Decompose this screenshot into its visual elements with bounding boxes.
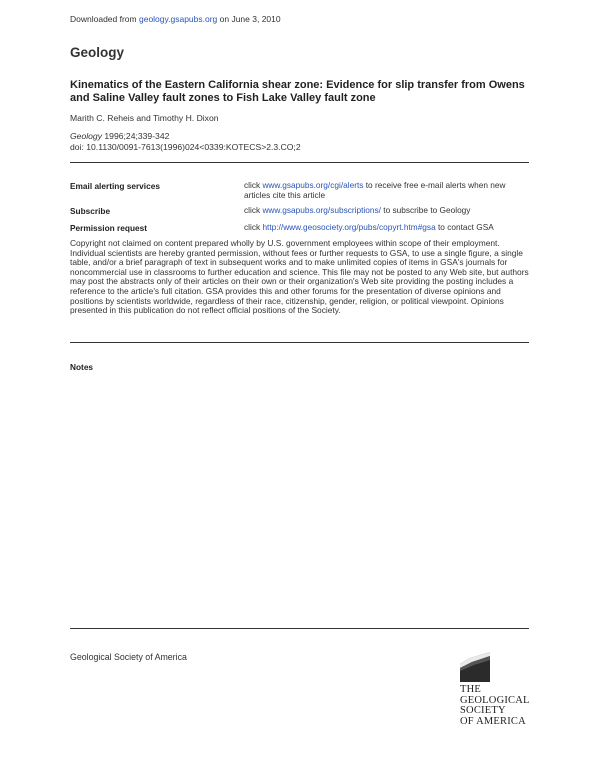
service-label-subscribe: Subscribe <box>70 206 111 216</box>
download-line <box>70 14 281 24</box>
download-prefix: Downloaded from <box>70 14 139 24</box>
article-authors: Marith C. Reheis and Timothy H. Dixon <box>70 113 219 123</box>
citation-doi: doi: 10.1130/0091-7613(1996)024<0339:KOTECS>2.3.CO;2 <box>70 142 301 152</box>
gsa-logo-mark-icon <box>460 652 490 682</box>
service-text-permission: click http://www.geosociety.org/pubs/copyrt.htm#gsa to contact GSA <box>244 222 494 232</box>
gsa-logo-wordmark: THE GEOLOGICAL SOCIETY OF AMERICA <box>460 684 530 727</box>
service-label-alerts: Email alerting services <box>70 181 160 191</box>
divider-middle <box>70 342 529 343</box>
download-site-link[interactable]: geology.gsapubs.org <box>138 14 218 24</box>
notes-heading: Notes <box>70 362 94 372</box>
article-citation <box>70 131 301 153</box>
divider-top <box>70 162 529 163</box>
permission-link[interactable]: http://www.geosociety.org/pubs/copyrt.htm#gsa <box>262 222 436 232</box>
article-title: Kinematics of the Eastern California shear zone: Evidence for slip transfer from Owens and Saline Valley fault zones to Fish Lake Valley fault zone <box>70 79 525 104</box>
journal-title: Geology <box>70 45 125 60</box>
service-label-permission: Permission request <box>70 223 148 233</box>
copyright-notice: Copyright not claimed on content prepared wholly by U.S. government employees within scope of their employment. Individual scientists are hereby granted permission, without fees or further requests to GSA, to use a single figure, a single table, and/or a brief paragraph of text in subsequent works and to make unlimited copies of items in GSA's journals for noncommercial use in classrooms to further education and science. This file may not be posted to any Web site, but authors may post the abstracts only of their articles on their own or their organization's Web site providing the posting includes a reference to the article's full citation. GSA provides this and other forums for the presentation of diverse opinions and positions by scientists worldwide, regardless of their race, citizenship, gender, religion, or political viewpoint. Opinions presented in this publication do not reflect official positions of the Society. <box>70 238 529 316</box>
publisher-name: Geological Society of America <box>70 652 187 662</box>
service-text-subscribe: click www.gsapubs.org/subscriptions/ to subscribe to Geology <box>244 205 471 215</box>
citation-journal: Geology <box>70 131 103 141</box>
divider-bottom <box>70 628 529 629</box>
download-suffix: on June 3, 2010 <box>217 14 281 24</box>
citation-detail: 1996;24;339-342 <box>102 131 170 141</box>
service-text-alerts: click www.gsapubs.org/cgi/alerts to receive free e-mail alerts when new articles cite this article <box>244 180 506 200</box>
gsa-logo <box>460 652 530 727</box>
alerts-link[interactable]: www.gsapubs.org/cgi/alerts <box>262 180 364 190</box>
subscribe-link[interactable]: www.gsapubs.org/subscriptions/ <box>262 205 381 215</box>
